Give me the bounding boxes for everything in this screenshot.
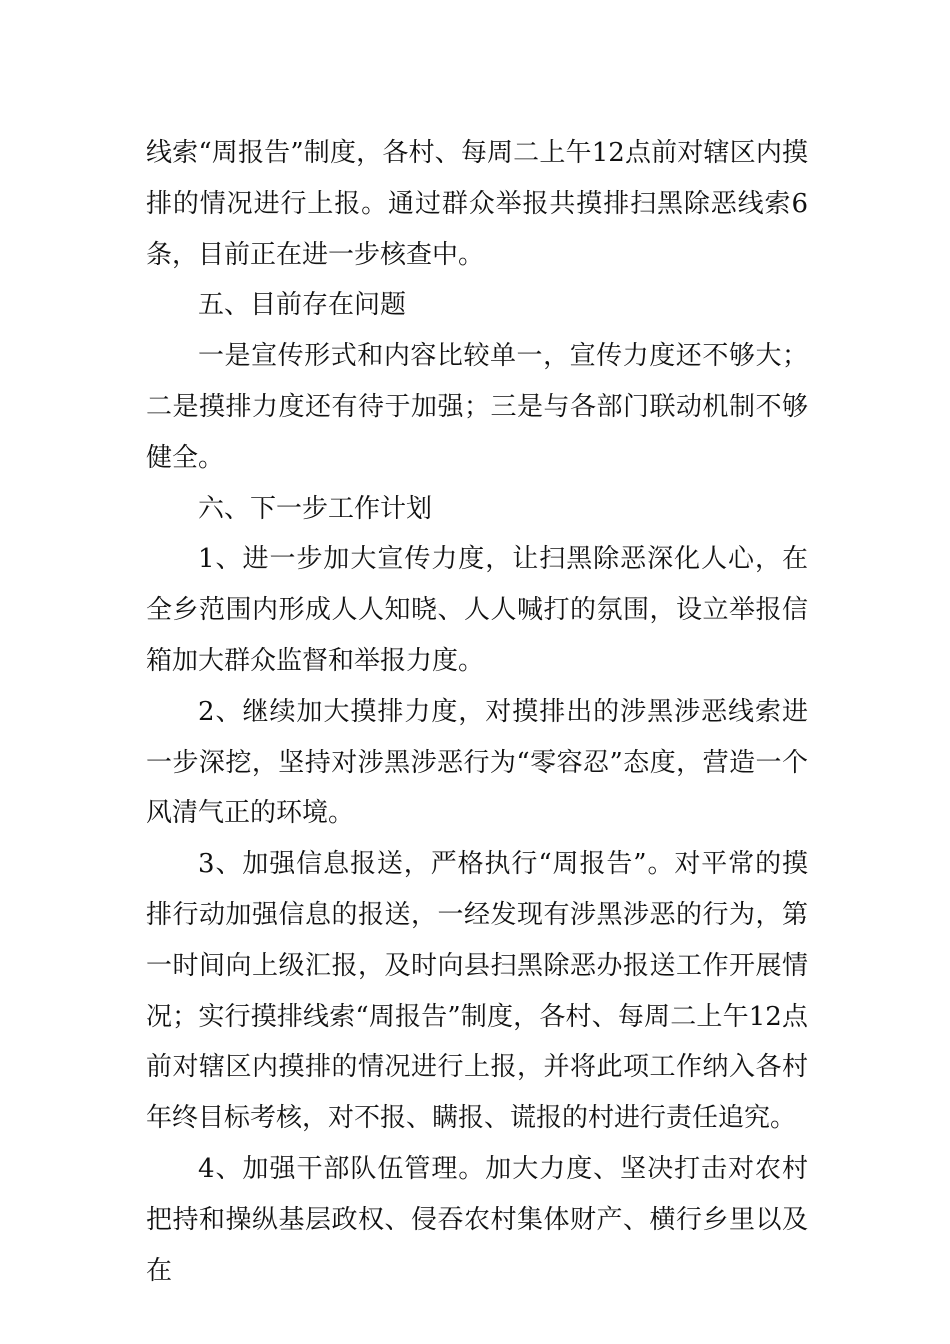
section-heading-problems: 五、目前存在问题	[198, 290, 407, 321]
document-page	[146, 128, 808, 1296]
paragraph-plan-1: 1、进一步加大宣传力度，让扫黑除恶深化人心，在全乡范围内形成人人知晓、人人喊打的氛围，设立举报信箱加大群众监督和举报力度。	[146, 544, 808, 676]
paragraph-plan-2: 2、继续加大摸排力度，对摸排出的涉黑涉恶线索进一步深挖，坚持对涉黑涉恶行为“零容忍”态度，营造一个风清气正的环境。	[146, 696, 808, 829]
paragraph-continuation: 线索“周报告”制度，各村、每周二上午12点前对辖区内摸排的情况进行上报。通过群众举报共摸排扫黑除恶线索6条，目前正在进一步核查中。	[146, 138, 808, 270]
section-heading-next-plan: 六、下一步工作计划	[198, 493, 433, 524]
paragraph-problems: 一是宣传形式和内容比较单一，宣传力度还不够大；二是摸排力度还有待于加强；三是与各部门联动机制不够健全。	[146, 341, 808, 473]
paragraph-plan-3: 3、加强信息报送，严格执行“周报告”。对平常的摸排行动加强信息的报送，一经发现有涉黑涉恶的行为，第一时间向上级汇报，及时向县扫黑除恶办报送工作开展情况；实行摸排线索“周报告”制度，各村、每周二上午12点前对辖区内摸排的情况进行上报，并将此项工作纳入各村年终目标考核，对不报、瞒报、谎报的村进行责任追究。	[146, 849, 808, 1134]
paragraph-plan-4: 4、加强干部队伍管理。加大力度、坚决打击对农村把持和操纵基层政权、侵吞农村集体财产、横行乡里以及在	[146, 1153, 808, 1286]
